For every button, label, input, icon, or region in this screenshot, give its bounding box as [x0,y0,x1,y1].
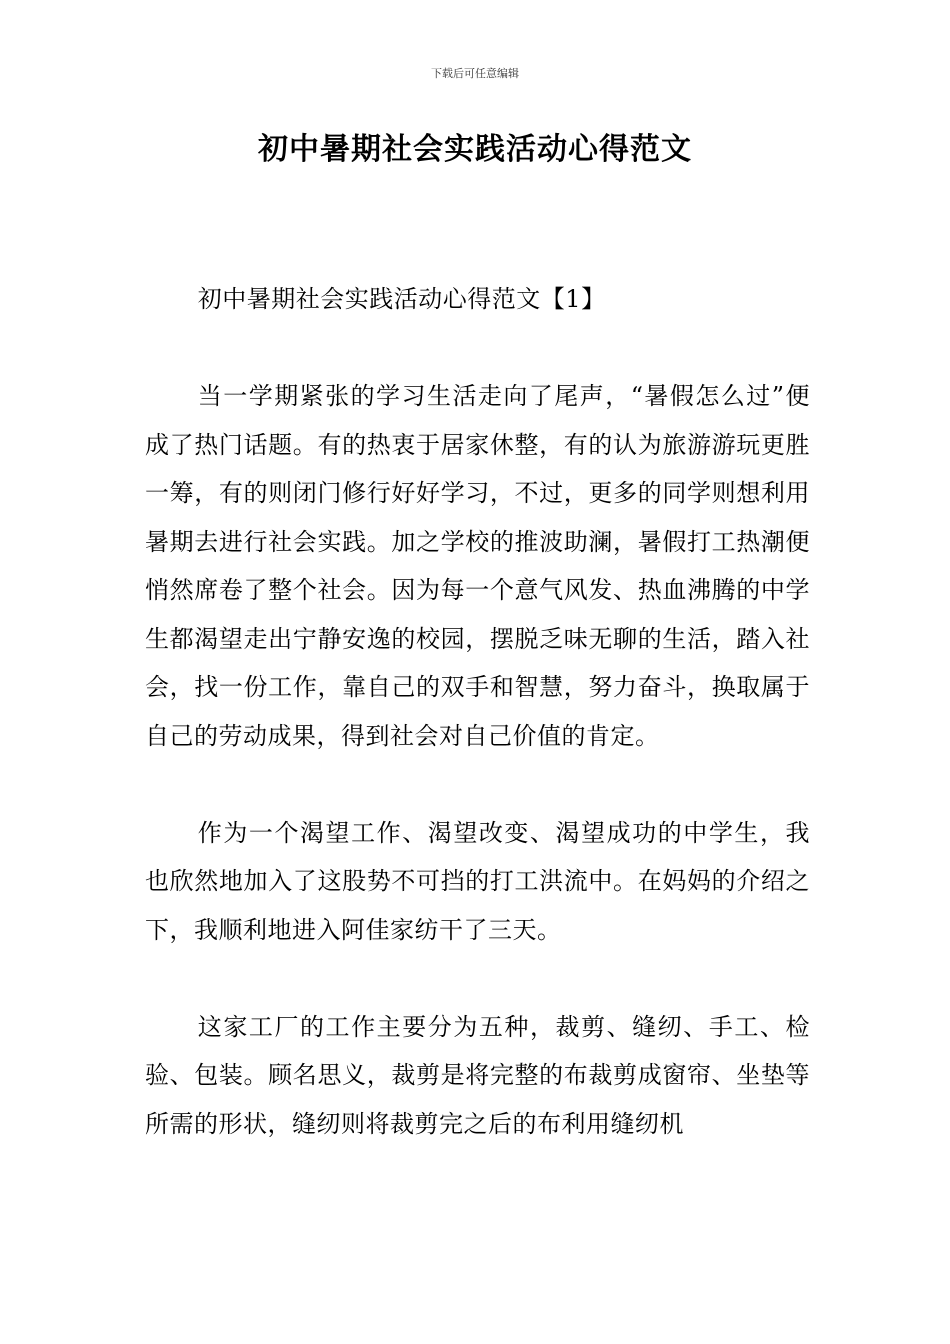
header-note: 下载后可任意编辑 [431,67,519,80]
paragraph-2: 作为一个渴望工作、渴望改变、渴望成功的中学生，我也欣然地加入了这股势不可挡的打工洪流中。在妈妈的介绍之下，我顺利地进入阿佳家纺干了三天。 [145,818,810,944]
document-body [145,275,810,1197]
section-subtitle: 初中暑期社会实践活动心得范文【1】 [197,285,606,313]
document-title: 初中暑期社会实践活动心得范文 [258,132,692,167]
paragraph-3: 这家工厂的工作主要分为五种，裁剪、缝纫、手工、检验、包装。顾名思义，裁剪是将完整的布裁剪成窗帘、坐垫等所需的形状，缝纫则将裁剪完之后的布利用缝纫机 [145,1012,810,1138]
paragraph-1: 当一学期紧张的学习生活走向了尾声，“暑假怎么过”便成了热门话题。有的热衷于居家休整，有的认为旅游游玩更胜一筹，有的则闭门修行好好学习，不过，更多的同学则想利用暑期去进行社会实践。加之学校的推波助澜，暑假打工热潮便悄然席卷了整个社会。因为每一个意气风发、热血沸腾的中学生都渴望走出宁静安逸的校园，摆脱乏味无聊的生活，踏入社会，找一份工作，靠自己的双手和智慧，努力奋斗，换取属于自己的劳动成果，得到社会对自己价值的肯定。 [145,382,810,750]
